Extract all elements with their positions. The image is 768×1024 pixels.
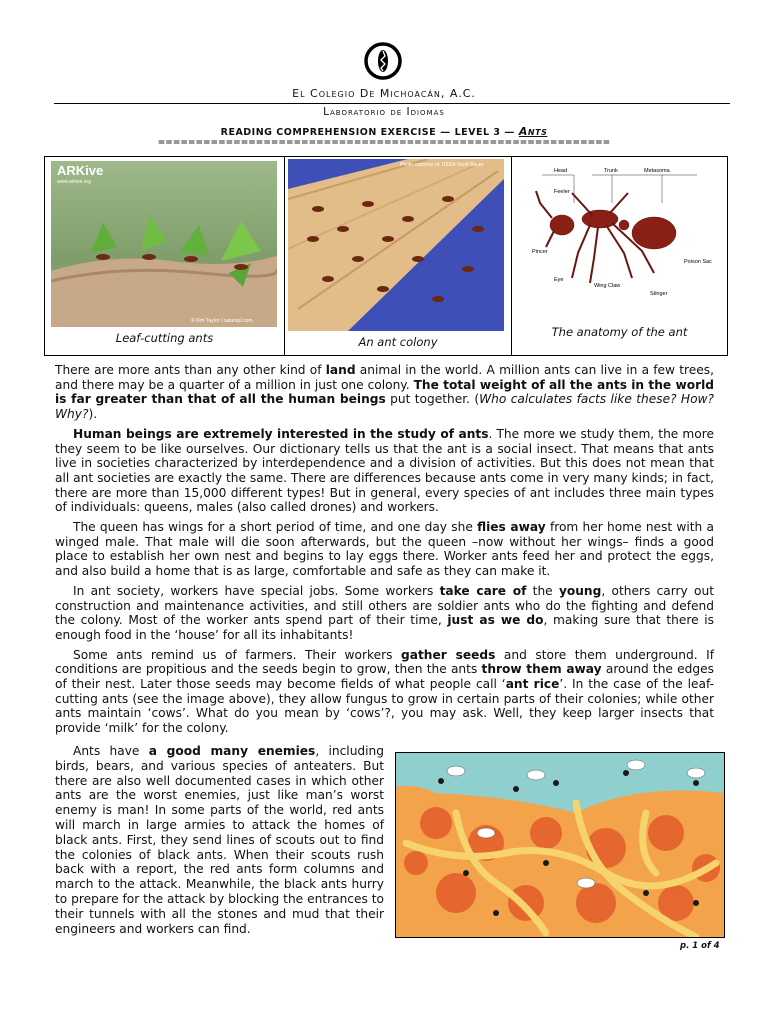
paragraph-2 xyxy=(55,427,714,515)
text-run: the xyxy=(526,583,559,598)
bold-text: ant rice xyxy=(505,677,560,692)
divider-line: ============================================================ xyxy=(157,139,611,148)
exercise-label: READING COMPREHENSION EXERCISE xyxy=(220,127,437,138)
figure-leaf-cutting-ants xyxy=(45,157,285,355)
paragraph-4 xyxy=(55,584,714,643)
text-run: around the edges of their nest. Later those seeds may become fields of what people call ‘ xyxy=(55,662,714,692)
anatomy-label: Trunk xyxy=(604,168,618,174)
italic-text: Who calculates facts like these? How? Why? xyxy=(55,392,714,422)
paragraph-3 xyxy=(55,520,714,579)
ant-colony-photo xyxy=(288,159,504,331)
arkive-watermark: ARKive xyxy=(57,163,104,178)
paragraph-5 xyxy=(55,648,714,736)
department-name: Laboratorio de Idiomas xyxy=(323,106,445,118)
bold-text: just as we do xyxy=(447,613,544,628)
college-logo-icon xyxy=(364,42,402,80)
text-run: and store them underground. If conditions are propitious and the seeds begin to grow, then the ants xyxy=(55,647,714,677)
separator: — xyxy=(440,127,451,138)
bold-text: a good many enemies xyxy=(148,744,316,758)
text-run: Ants have xyxy=(73,744,149,758)
bold-text: The total weight of all the ants in the world is far greater than that of all the human beings xyxy=(55,377,714,407)
text-run: , making sure that there is enough food in the ‘house’ for all its inhabitants! xyxy=(55,613,714,642)
anatomy-label: Wing Claw xyxy=(594,283,621,289)
anatomy-label: Feeler xyxy=(554,189,570,195)
arkive-url: www.arkive.org xyxy=(57,179,91,185)
text-run: Some ants remind us of farmers. Their workers xyxy=(73,647,401,662)
text-run: The queen has wings for a short period of time, and one day she xyxy=(73,520,478,535)
paragraph-1 xyxy=(55,363,714,422)
bold-text: flies away xyxy=(477,520,546,535)
bold-text: gather seeds xyxy=(401,647,496,662)
figure-caption: The anatomy of the ant xyxy=(551,325,688,339)
leaf-cutting-ants-photo xyxy=(51,161,277,327)
figure-caption: Leaf-cutting ants xyxy=(115,331,214,345)
anatomy-label: Pincer xyxy=(532,249,548,255)
topic-title: Ants xyxy=(518,125,548,138)
level-label: LEVEL 3 xyxy=(454,127,501,138)
exercise-line xyxy=(0,125,768,138)
figure-ant-anatomy xyxy=(512,157,727,355)
ant-war-drawing xyxy=(396,753,724,937)
ant-war-illustration xyxy=(395,752,725,938)
page-number: p. 1 of 4 xyxy=(680,941,720,951)
anatomy-label: Stinger xyxy=(650,291,668,297)
header-rule xyxy=(54,103,730,104)
separator: — xyxy=(504,127,515,138)
figure-ant-colony xyxy=(285,157,512,355)
bold-text: young xyxy=(558,583,602,598)
anatomy-label: Poison Sac xyxy=(684,259,712,265)
figure-caption: An ant colony xyxy=(358,335,438,349)
anatomy-label: Head xyxy=(554,168,568,174)
text-run: ’. In the case of the leaf-cutting ants (see the image above), they allow fungus to grow in certain parts of their colonies; while other ants maintain ‘cows’. What do you mean by ‘cows’?, you may ask. Well, they keep larger insects that provide ‘milk’ for the colony. xyxy=(55,677,715,736)
ant-anatomy-diagram xyxy=(532,163,712,313)
figure-strip xyxy=(44,156,728,356)
paragraph-6 xyxy=(55,744,384,936)
bold-text: land xyxy=(325,363,356,377)
text-run: put together. ( xyxy=(385,392,480,407)
bold-text: take care of xyxy=(439,583,527,598)
text-run: In ant society, workers have special jobs. Some workers xyxy=(73,583,440,598)
bold-text: Human beings are extremely interested in the study of ants xyxy=(73,426,489,441)
text-run: from her home nest with a winged male. That male will die soon afterwards, but the queen –now without her wings– finds a good place to establish her own nest and begins to lay eggs there. Worker ants feed her and protect the eggs, and also build a home that is as large, comfortable and safe as they can make it. xyxy=(55,520,714,579)
photo-credit: © Kim Taylor / naturepl.com xyxy=(191,318,253,324)
text-run: ). xyxy=(88,407,98,422)
text-run: , including birds, bears, and various species of anteaters. But there are also well documented cases in which other ants are the worst enemies, just like man’s worst enemy is man! In some parts of the world, red ants will march in large armies to attack the homes of black ants. First, they send lines of scouts out to find the colonies of black ants. When their scouts rush back with a report, the red ants form columns and march to the attack. Meanwhile, the black ants hurry to prepare for the attack by blocking the entrances to their tunnels with all the stones and mud that their engineers and workers can find. xyxy=(55,744,384,936)
anatomy-label: Metasoma xyxy=(644,168,670,174)
bold-text: throw them away xyxy=(481,662,602,677)
anatomy-label: Eye xyxy=(554,277,564,283)
photo-credit: Photo courtesy of: USDA-Scott Bauer xyxy=(400,162,484,168)
text-run: . The more we study them, the more they seem to be like ourselves. Our dictionary tells us that the ant is a social insect. That means that ants live in societies characterized by interdependence and a division of activities. But this does not mean that all ant societies are exactly the same. There are differences because ants come in very many kinds; in fact, there are more than 15,000 different types! But in general, every species of ant includes three main types of individuals: queens, males (also called drones) and workers. xyxy=(55,426,714,515)
text-run: animal in the world. A million ants can live in a few trees, and there may be a quarter of a million in just one colony. xyxy=(55,363,714,392)
article-body xyxy=(55,363,714,741)
institution-name: El Colegio De Michoacán, A.C. xyxy=(292,87,476,100)
text-run: , others carry out construction and maintenance activities, and still others are soldier ants who do the fighting and defend the colony. Most of the worker ants spend part of their time, xyxy=(55,583,714,628)
text-run: There are more ants than any other kind of xyxy=(55,363,326,377)
